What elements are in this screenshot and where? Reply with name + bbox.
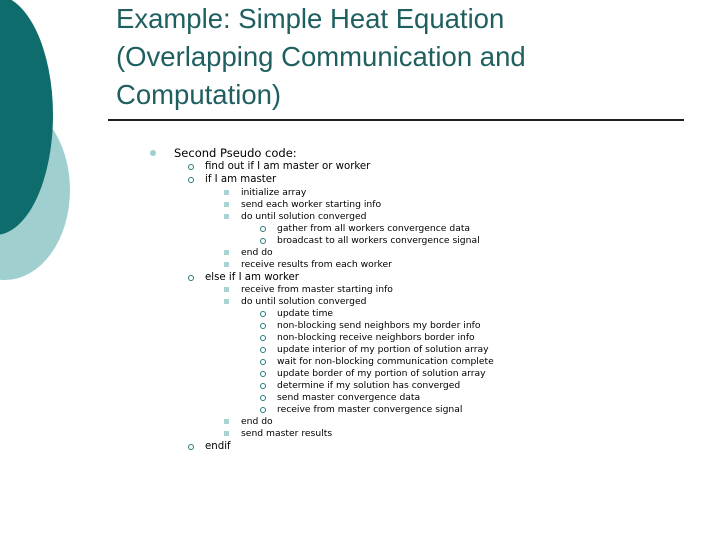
list-item-level-3 — [241, 284, 393, 296]
bullet-ring-icon — [260, 371, 266, 377]
list-item-text: non-blocking send neighbors my border info — [277, 320, 481, 331]
list-item-text: else if I am worker — [205, 272, 299, 283]
list-item-level-3 — [241, 199, 381, 211]
list-item-text: receive from master convergence signal — [277, 404, 463, 415]
list-item-text: send each worker starting info — [241, 199, 382, 210]
list-item-level-3 — [241, 296, 366, 308]
title-line-2: (Overlapping Communication and — [116, 41, 526, 72]
bullet-ring-icon — [260, 395, 266, 401]
bullet-square-icon — [224, 250, 229, 255]
list-item-text: send master convergence data — [277, 392, 421, 403]
list-item-level-4 — [277, 404, 462, 416]
list-item-text: end do — [241, 416, 273, 427]
list-item-level-3 — [241, 247, 273, 259]
list-item-text: gather from all workers convergence data — [277, 223, 471, 234]
bullet-ring-icon — [260, 347, 266, 353]
bullet-square-icon — [224, 431, 229, 436]
bullet-ring-icon — [260, 323, 266, 329]
bullet-square-icon — [224, 299, 229, 304]
bullet-ring-icon — [188, 275, 194, 281]
list-item-level-3 — [241, 259, 392, 271]
list-item-text: wait for non-blocking communication complete — [277, 356, 494, 367]
bullet-ring-icon — [260, 383, 266, 389]
list-item-text: end do — [241, 247, 273, 258]
bullet-dot-icon — [150, 150, 156, 156]
list-item-level-3 — [241, 211, 366, 223]
bullet-square-icon — [224, 202, 229, 207]
list-item-text: update time — [277, 308, 334, 319]
list-item-level-4 — [277, 392, 420, 404]
list-item-level-4 — [277, 332, 475, 344]
bullet-ring-icon — [260, 407, 266, 413]
list-item-level-4 — [277, 223, 470, 235]
bullet-ring-icon — [260, 311, 266, 317]
bullet-ring-icon — [188, 164, 194, 170]
list-item-text: broadcast to all workers convergence signal — [277, 235, 480, 246]
list-item-text: do until solution converged — [241, 296, 367, 307]
list-item-text: endif — [205, 441, 231, 452]
list-item-text: Second Pseudo code: — [174, 146, 297, 160]
list-item-text: non-blocking receive neighbors border info — [277, 332, 475, 343]
bullet-ring-icon — [188, 177, 194, 183]
bullet-ring-icon — [260, 226, 266, 232]
list-item-text: receive from master starting info — [241, 284, 393, 295]
bullet-ring-icon — [260, 359, 266, 365]
list-item-level-2 — [205, 161, 370, 173]
list-item-level-3 — [241, 428, 332, 440]
list-item-level-3 — [241, 416, 273, 428]
list-item-level-2 — [205, 174, 276, 186]
list-item-text: if I am master — [205, 174, 277, 185]
list-item-text: send master results — [241, 428, 333, 439]
bullet-ring-icon — [188, 444, 194, 450]
title-line-1: Example: Simple Heat Equation — [116, 3, 505, 34]
list-item-level-4 — [277, 235, 480, 247]
bullet-square-icon — [224, 214, 229, 219]
list-item-text: do until solution converged — [241, 211, 367, 222]
bullet-square-icon — [224, 287, 229, 292]
list-item-level-4 — [277, 356, 494, 368]
list-item-level-4 — [277, 344, 489, 356]
bullet-square-icon — [224, 190, 229, 195]
title-line-3: Computation) — [116, 79, 282, 110]
list-item-level-4 — [277, 308, 333, 320]
bullet-ring-icon — [260, 335, 266, 341]
list-item-text: determine if my solution has converged — [277, 380, 461, 391]
list-item-text: update border of my portion of solution array — [277, 368, 486, 379]
list-item-text: initialize array — [241, 187, 307, 198]
list-item-text: update interior of my portion of solution array — [277, 344, 489, 355]
list-item-text: receive results from each worker — [241, 259, 392, 270]
list-item-level-2 — [205, 272, 299, 284]
bullet-square-icon — [224, 262, 229, 267]
list-item-level-4 — [277, 368, 486, 380]
bullet-square-icon — [224, 419, 229, 424]
list-item-text: find out if I am master or worker — [205, 161, 371, 172]
list-item-level-1 — [174, 147, 297, 159]
list-item-level-3 — [241, 187, 306, 199]
list-item-level-4 — [277, 320, 481, 332]
list-item-level-4 — [277, 380, 460, 392]
bullet-ring-icon — [260, 238, 266, 244]
list-item-level-2 — [205, 441, 231, 453]
